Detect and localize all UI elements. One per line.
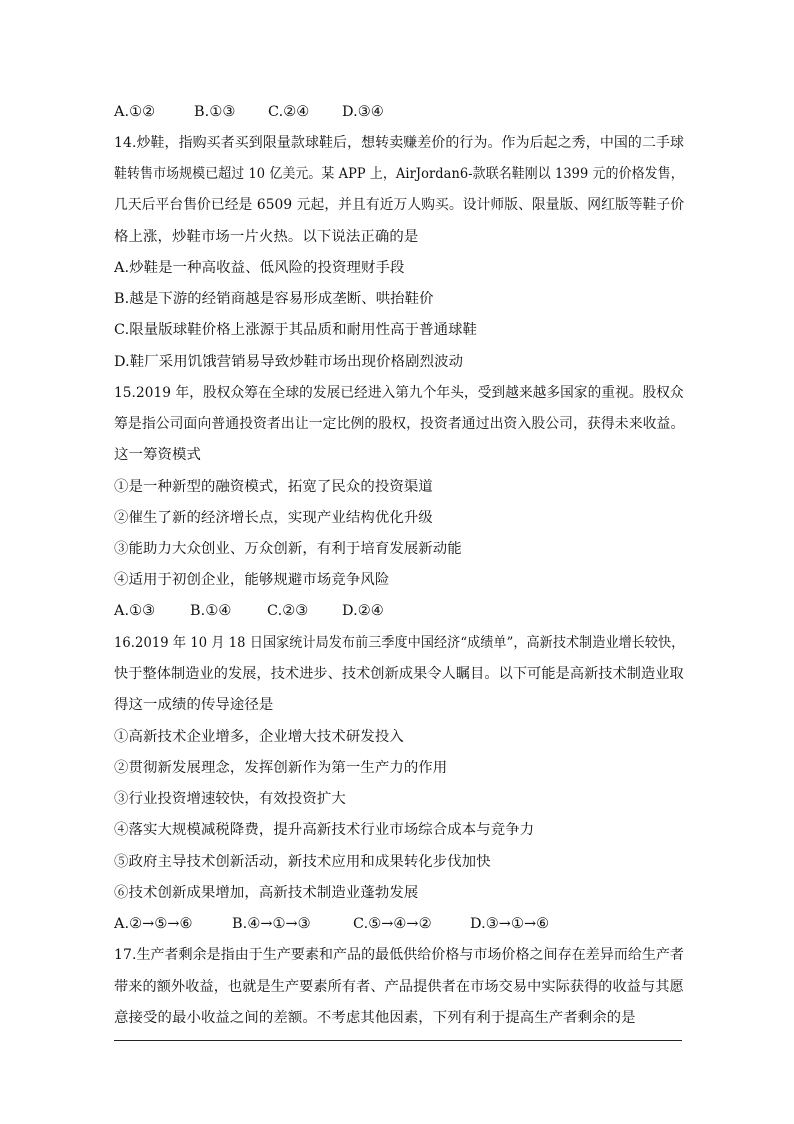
q17-stem-line-2: 带来的额外收益，也就是生产要素所有者、产品提供者在市场交易中实际获得的收益与其愿 [114,979,684,995]
q15-option-c: C.②③ [267,603,309,619]
q14-stem-line-2: 鞋转售市场规模已超过 10 亿美元。某 APP 上，AirJordan6-款联名鞋刚以 1399 元的价格发售， [114,166,684,182]
q15-options [114,601,384,621]
q16-statement-4: ④落实大规模减税降费，提升高新技术行业市场综合成本与竞争力 [114,822,535,838]
q16-stem-line-2: 快于整体制造业的发展，技术进步、技术创新成果令人瞩目。以下可能是高新技术制造业取 [114,666,684,682]
q13-option-b: B.①③ [194,104,236,120]
q16-option-d: D.③→①→⑥ [470,916,550,932]
footer-divider [114,1040,682,1041]
q15-option-a: A.①③ [114,603,156,619]
q16-stem-line-3: 得这一成绩的传导途径是 [114,697,274,713]
q16-statement-3: ③行业投资增速较快，有效投资扩大 [114,791,346,807]
q15-option-d: D.②④ [342,603,384,619]
q15-stem-line-3: 这一筹资模式 [114,447,201,463]
q13-option-d: D.③④ [342,104,384,120]
q16-options [114,914,549,934]
q16-statement-6: ⑥技术创新成果增加，高新技术制造业蓬勃发展 [114,885,419,901]
q14-choice-b: B.越是下游的经销商越是容易形成垄断、哄抬鞋价 [114,291,434,307]
q14-stem-line-1: 14.炒鞋，指购买者买到限量款球鞋后，想转卖赚差价的行为。作为后起之秀，中国的二手球 [114,135,685,151]
q16-option-a: A.②→⑤→⑥ [114,916,193,932]
q16-statement-5: ⑤政府主导技术创新活动，新技术应用和成果转化步伐加快 [114,854,491,870]
q14-choice-c: C.限量版球鞋价格上涨源于其品质和耐用性高于普通球鞋 [114,322,478,338]
q17-stem-line-3: 意接受的最小收益之间的差额。不考虑其他因素，下列有利于提高生产者剩余的是 [114,1010,636,1026]
q15-statement-4: ④适用于初创企业，能够规避市场竞争风险 [114,572,390,588]
q16-statement-1: ①高新技术企业增多，企业增大技术研发投入 [114,729,404,745]
q16-stem-line-1: 16.2019 年 10 月 18 日国家统计局发布前三季度中国经济“成绩单”，高新技术制造业增长较快， [114,635,685,651]
q17-stem-line-1: 17.生产者剩余是指由于生产要素和产品的最低供给价格与市场价格之间存在差异而给生产者 [114,947,685,963]
q14-stem-line-4: 格上涨，炒鞋市场一片火热。以下说法正确的是 [114,229,419,245]
q16-option-c: C.⑤→④→② [353,916,432,932]
q15-statement-1: ①是一种新型的融资模式，拓宽了民众的投资渠道 [114,479,433,495]
q15-statement-2: ②催生了新的经济增长点，实现产业结构优化升级 [114,510,433,526]
q15-option-b: B.①④ [190,603,232,619]
q14-choice-a: A.炒鞋是一种高收益、低风险的投资理财手段 [114,260,405,276]
q14-stem-line-3: 几天后平台售价已经是 6509 元起，并且有近万人购买。设计师版、限量版、网红版等鞋子价 [114,197,685,213]
q13-option-c: C.②④ [268,104,310,120]
q14-choice-d: D.鞋厂采用饥饿营销易导致炒鞋市场出现价格剧烈波动 [114,354,464,370]
q15-stem-line-2: 筹是指公司面向普通投资者出让一定比例的股权，投资者通过出资入股公司，获得未来收益。 [114,416,685,432]
q13-option-a: A.①② [114,104,156,120]
q16-option-b: B.④→①→③ [232,916,311,932]
q15-statement-3: ③能助力大众创业、万众创新，有利于培育发展新动能 [114,541,462,557]
q16-statement-2: ②贯彻新发展理念，发挥创新作为第一生产力的作用 [114,760,448,776]
q15-stem-line-1: 15.2019 年，股权众筹在全球的发展已经进入第九个年头，受到越来越多国家的重视。股权众 [114,385,684,401]
q13-options [114,102,384,122]
